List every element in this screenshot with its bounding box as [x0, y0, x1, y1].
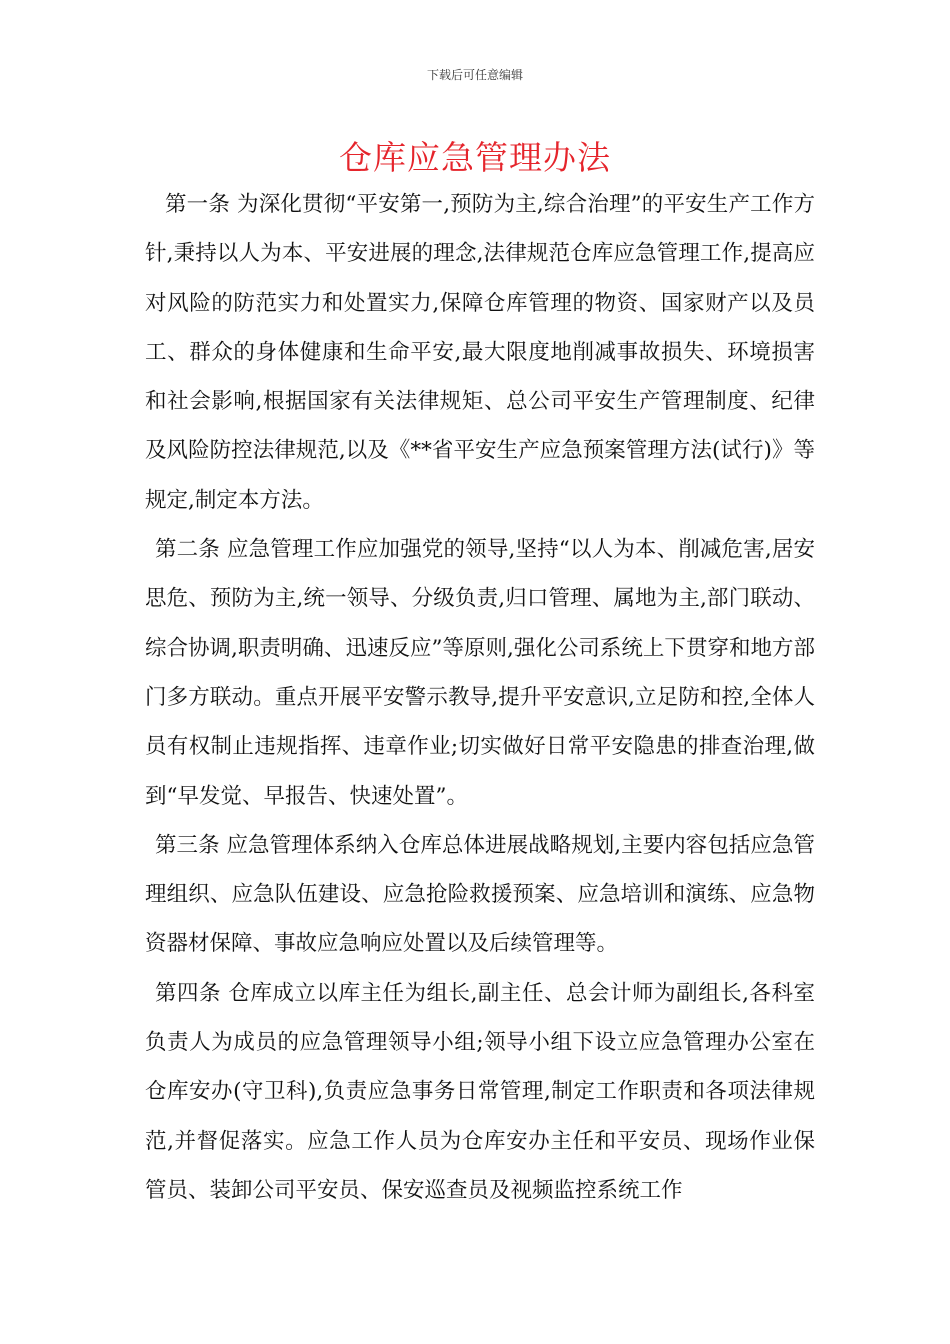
- document-body: [145, 180, 815, 1215]
- article-4-paragraph: 第四条 仓库成立以库主任为组长,副主任、总会计师为副组长,各科室负责人为成员的应急管理领导小组;领导小组下设立应急管理办公室在仓库安办(守卫科),负责应急事务日常管理,制定工作职责和各项法律规范,并督促落实。应急工作人员为仓库安办主任和平安员、现场作业保管员、装卸公司平安员、保安巡查员及视频监控系统工作: [145, 980, 815, 1203]
- article-3-paragraph: 第三条 应急管理体系纳入仓库总体进展战略规划,主要内容包括应急管理组织、应急队伍建设、应急抢险救援预案、应急培训和演练、应急物资器材保障、事故应急响应处置以及后续管理等。: [145, 832, 815, 957]
- article-1-paragraph: 第一条 为深化贯彻“平安第一,预防为主,综合治理”的平安生产工作方针,秉持以人为本、平安进展的理念,法律规范仓库应急管理工作,提高应对风险的防范实力和处置实力,保障仓库管理的物资、国家财产以及员工、群众的身体健康和生命平安,最大限度地削减事故损失、环境损害和社会影响,根据国家有关法律规矩、总公司平安生产管理制度、纪律及风险防控法律规范,以及《**省平安生产应急预案管理方法(试行)》等规定,制定本方法。: [145, 192, 815, 513]
- header-note: 下载后可任意编辑: [426, 68, 523, 82]
- document-title: 仓库应急管理办法: [339, 138, 611, 177]
- article-2-paragraph: 第二条 应急管理工作应加强党的领导,坚持“以人为本、削减危害,居安思危、预防为主,统一领导、分级负责,归口管理、属地为主,部门联动、综合协调,职责明确、迅速反应”等原则,强化公司系统上下贯穿和地方部门多方联动。重点开展平安警示教导,提升平安意识,立足防和控,全体人员有权制止违规指挥、违章作业;切实做好日常平安隐患的排查治理,做到“早发觉、早报告、快速处置”。: [145, 537, 815, 809]
